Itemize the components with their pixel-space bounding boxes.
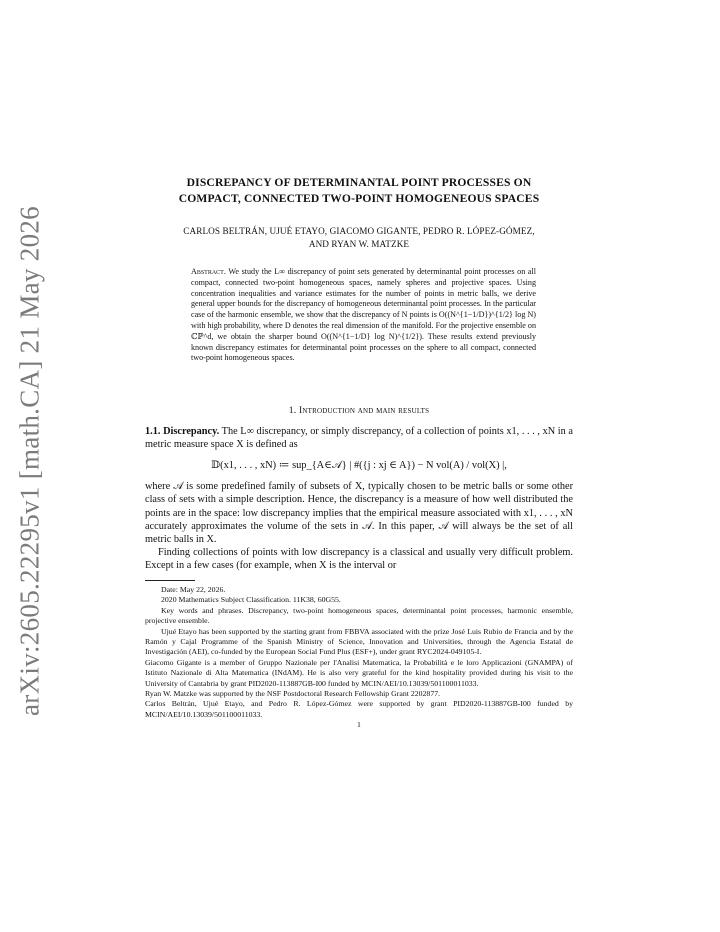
paragraph-1-text: The L∞ discrepancy, or simply discrepancy, of a collection of points x1, . . . , xN in a metric measure space X is defined as: [145, 426, 574, 451]
author-list: [145, 225, 573, 250]
footnote-shared-funding: Carlos Beltrán, Ujué Etayo, and Pedro R. López-Gómez were supported by grant PID2020-113887GB-I00 funded by MCIN/AEI/10.13039/501100011033.: [145, 699, 573, 719]
paper-page: [145, 170, 573, 729]
title-line-1: DISCREPANCY OF DETERMINANTAL POINT PROCESSES ON: [186, 176, 532, 189]
abstract-heading: Abstract.: [191, 267, 226, 276]
paragraph-3: Finding collections of points with low discrepancy is a classical and usually very difficult problem. Except in a few cases (for example, when X is the interval or: [145, 546, 573, 571]
abstract-text: We study the L∞ discrepancy of point sets generated by determinantal point processes on all compact, connected two-point homogeneous spaces, namely spheres and projective spaces. Using concentration inequalities and variance estimates for the number of points in metric balls, we derive general upper bounds for the discrepancy of homogeneous determinantal point processes. In the particular case of the harmonic ensemble, we show that the discrepancy of N points is O((N^{1−1/D})^{1/2} log N) with high probability, where D denotes the real dimension of the manifold. For the projective ensemble on ℂℙ^d, we obtain the sharper bound O((N^{1−1/D} log N)^{1/2}). These results extend previously known discrepancy estimates for determinantal point processes on the sphere to all compact, connected two-point homogeneous spaces.: [191, 267, 536, 363]
authors-line-2: AND RYAN W. MATZKE: [308, 238, 410, 249]
page-number: 1: [357, 720, 361, 730]
arxiv-sidebar: [8, 206, 52, 716]
paragraph-discrepancy-definition: [145, 425, 573, 451]
paper-title: [145, 175, 573, 206]
footnotes: [145, 585, 573, 720]
subsection-title: Discrepancy.: [163, 426, 220, 438]
footnote-etayo-funding: Ujué Etayo has been supported by the starting grant from FBBVA associated with the prize José Luis Rubio de Francia and by the Ramón y Cajal Programme of the Spanish Ministry of Science, Innovation and Universities, through the Agencia Estatal de Investigación (AEI), co-funded by the European Social Fund Plus (ESF+), under grant RYC2024-049105-I.: [145, 626, 573, 657]
footnote-matzke-funding: Ryan W. Matzke was supported by the NSF Postdoctoral Research Fellowship Grant 2202877.: [145, 689, 441, 699]
abstract: [191, 267, 536, 364]
authors-line-1: CARLOS BELTRÁN, UJUÉ ETAYO, GIACOMO GIGANTE, PEDRO R. LÓPEZ-GÓMEZ,: [183, 226, 535, 236]
paragraph-2: where 𝒜 is some predefined family of subsets of X, typically chosen to be metric balls or some other class of sets with a simple description. Hence, the discrepancy is a measure of how well distributed the points are in the space: low discrepancy implies that the empirical measure associated with x1, . . . , xN accurately approximates the volume of the sets in 𝒜. In this paper, 𝒜 will always be the set of all metric balls in X.: [145, 481, 573, 545]
subsection-number: 1.1.: [145, 426, 161, 438]
discrepancy-formula: 𝔻(x1, . . . , xN) ≔ sup_{A∈𝒜} | #({j : xj ∈ A}) − N vol(A) / vol(X) |,: [211, 460, 507, 472]
footnote-rule: [145, 580, 195, 581]
section-heading: 1. Introduction and main results: [288, 405, 430, 417]
title-line-2: COMPACT, CONNECTED TWO-POINT HOMOGENEOUS SPACES: [178, 191, 540, 205]
footnote-gigante-funding: Giacomo Gigante is a member of Gruppo Nazionale per l'Analisi Matematica, la Probabilità e le loro Applicazioni (GNAMPA) of Istituto Nazionale di Alta Matematica (INdAM). He is also very grateful for the kind hospitality provided during his visit to the University of Cantabria by grant PID2020-113887GB-I00 funded by MCIN/AEI/10.13039/501100011033.: [145, 657, 573, 688]
footnote-date: Date: May 22, 2026.: [161, 585, 226, 595]
footnote-keywords: Key words and phrases. Discrepancy, two-point homogeneous spaces, determinantal point processes, harmonic ensemble, projective ensemble.: [145, 605, 573, 626]
arxiv-identifier: arXiv:2605.22295v1 [math.CA] 21 May 2026: [14, 206, 45, 716]
footnote-msc: 2020 Mathematics Subject Classification. 11K38, 60G55.: [161, 595, 341, 605]
